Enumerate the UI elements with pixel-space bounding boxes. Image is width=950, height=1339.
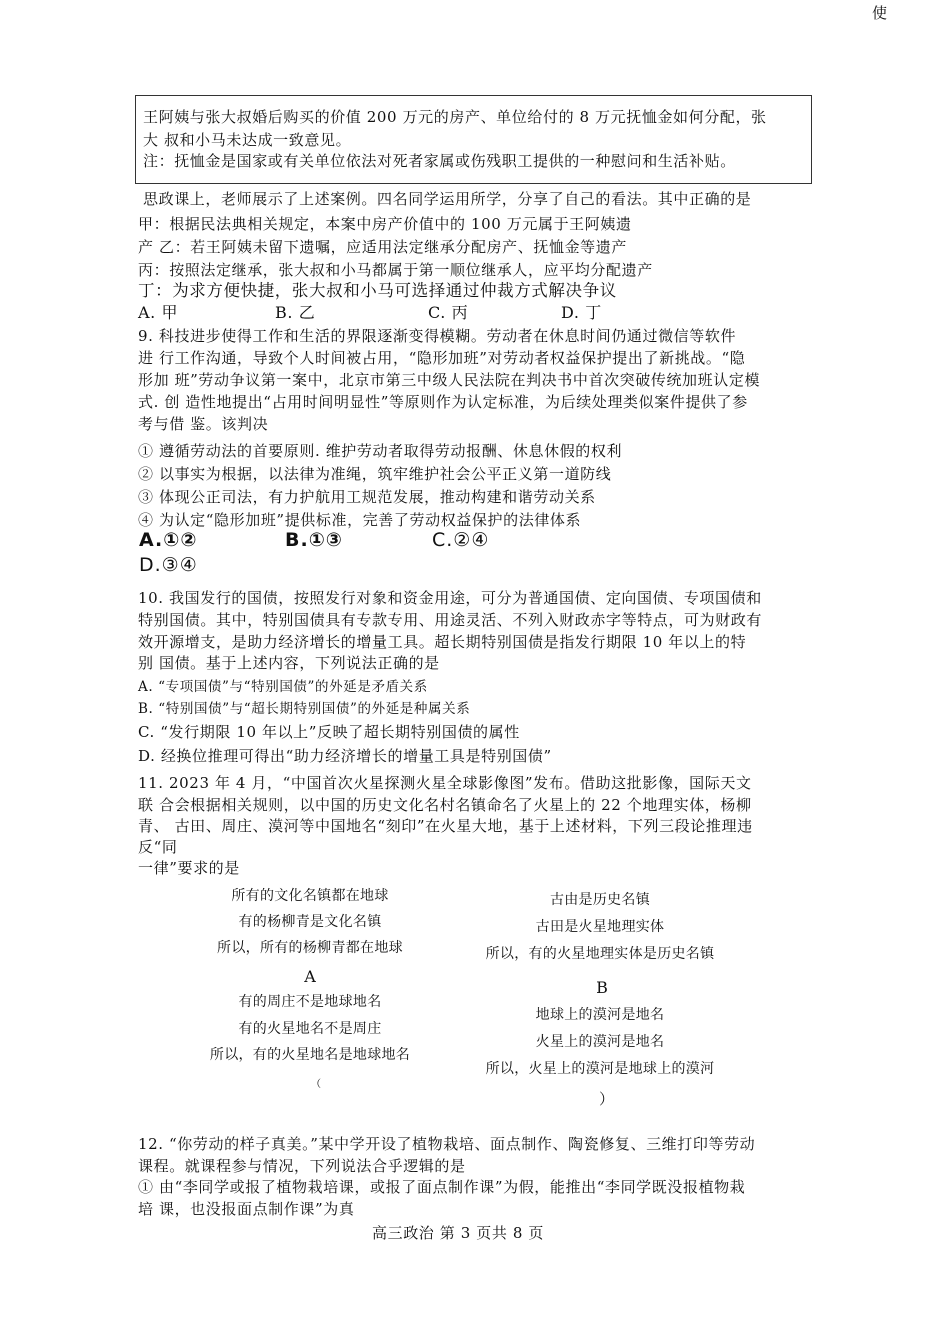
q9-option-d: D.③④ [139,554,198,576]
syllogism-a-label: A [304,967,316,986]
q8-option-d: D. 丁 [561,303,602,322]
case-line-2: 大 叔和小马未达成一致意见。 [143,131,352,149]
q9-statement-4: ④ 为认定“隐形加班”提供标准，完善了劳动权益保护的法律体系 [138,511,582,529]
q8-option-a: A. 甲 [138,303,179,322]
case-line-1: 王阿姨与张大叔婚后购买的价值 200 万元的房产、单位给付的 8 万元抚恤金如何分配，张 [143,108,767,126]
syllogism-a-premise-1: 所有的文化名镇都在地球 [231,888,389,904]
q12-line-2: 课程。就课程参与情况，下列说法合乎逻辑的是 [138,1157,466,1175]
syllogism-b-premise-2: 古田是火星地理实体 [535,919,665,935]
top-fragment-char: 使 [872,4,888,22]
q9-line-4: 式. 创 造性地提出“占用时间明显性”等原则作为认定标准，为后续处理类似案件提供了参 [138,393,748,411]
syllogism-d-premise-2: 火星上的漠河是地名 [535,1034,665,1050]
q11-line-2: 联 合会根据相关规则，以中国的历史文化名村名镇命名了火星上的 22 个地理实体，杨柳 [138,796,752,814]
q12-statement-1b: 培 课，也没报面点制作课”为真 [138,1200,355,1218]
syllogism-b-conclusion: 所以，有的火星地理实体是历史名镇 [485,946,715,962]
q10-line-2: 特别国债。其中，特别国债具有专款专用、用途灵活、不列入财政赤字等特点，可为财政有 [138,611,763,629]
q10-option-a: A. “专项国债”与“特别国债”的外延是矛盾关系 [138,679,428,695]
syllogism-d-premise-1: 地球上的漠河是地名 [535,1007,665,1023]
syllogism-b-premise-1: 古由是历史名镇 [549,892,651,908]
syllogism-c-premise-2: 有的火星地名不是周庄 [238,1021,382,1037]
q8-option-b: B. 乙 [275,303,316,322]
q9-line-1: 9. 科技进步使得工作和生活的界限逐渐变得模糊。劳动者在休息时间仍通过微信等软件 [138,327,737,345]
q8-stem: 思政课上，老师展示了上述案例。四名同学运用所学，分享了自己的看法。其中正确的是 [143,190,752,208]
syllogism-d-label: ） [599,1090,615,1108]
q12-statement-1a: ① 由“李同学或报了植物栽培课，或报了面点制作课”为假，能推出“李同学既没报植物栽 [138,1178,746,1196]
case-note: 注：抚恤金是国家或有关单位依法对死者家属或伤残职工提供的一种慰问和生活补贴。 [143,152,736,170]
q10-option-c: C. “发行期限 10 年以上”反映了超长期特别国债的属性 [138,723,520,741]
q10-option-d: D. 经换位推理可得出“助力经济增长的增量工具是特别国债” [138,747,552,765]
q9-line-5: 考与借 鉴。该判决 [138,415,269,433]
q11-line-1: 11. 2023 年 4 月，“中国首次火星探测火星全球影像图”发布。借助这批影像，国际天文 [138,774,752,792]
q9-statement-2: ② 以事实为根据，以法律为准绳，筑牢维护社会公平正义第一道防线 [138,465,612,483]
q12-line-1: 12. “你劳动的样子真美。”某中学开设了植物栽培、面点制作、陶瓷修复、三维打印等劳动 [138,1135,756,1153]
q10-option-b: B. “特别国债”与“超长期特别国债”的外延是种属关系 [138,701,471,717]
q8-statement-yi: 产 乙：若王阿姨未留下遗嘱，应适用法定继承分配房产、抚恤金等遗产 [138,238,627,256]
syllogism-d-conclusion: 所以，火星上的漠河是地球上的漠河 [485,1061,715,1077]
q11-line-5: 一律”要求的是 [138,859,240,877]
q8-option-c: C. 丙 [428,303,469,322]
q8-statement-bing: 丙：按照法定继承，张大叔和小马都属于第一顺位继承人，应平均分配遗产 [138,261,653,279]
q11-line-3: 青、 古田、周庄、漠河等中国地名“刻印”在火星大地，基于上述材料，下列三段论推理违 [138,817,753,835]
page-footer: 高三政治 第 3 页共 8 页 [372,1224,544,1242]
q10-line-3: 效开源增支，是助力经济增长的增量工具。超长期特别国债是指发行期限 10 年以上的特 [138,633,747,651]
syllogism-c-conclusion: 所以，有的火星地名是地球地名 [209,1047,411,1063]
syllogism-b-label: B [596,978,608,997]
q9-statement-3: ③ 体现公正司法，有力护航用工规范发展，推动构建和谐劳动关系 [138,488,596,506]
q8-statement-jia: 甲：根据民法典相关规定，本案中房产价值中的 100 万元属于王阿姨遗 [138,215,632,233]
q9-line-3: 形加 班”劳动争议第一案中，北京市第三中级人民法院在判决书中首次突破传统加班认定模 [138,371,761,389]
q9-statement-1: ① 遵循劳动法的首要原则. 维护劳动者取得劳动报酬、休息休假的权利 [138,442,623,460]
q10-line-1: 10. 我国发行的国债，按照发行对象和资金用途，可分为普通国债、定向国债、专项国债和 [138,589,762,607]
q8-statement-ding: 丁：为求方便快捷，张大叔和小马可选择通过仲裁方式解决争议 [138,281,617,300]
syllogism-a-premise-2: 有的杨柳青是文化名镇 [238,914,382,930]
q10-line-4: 别 国债。基于上述内容，下列说法正确的是 [138,654,440,672]
q9-line-2: 进 行工作沟通，导致个人时间被占用，“隐形加班”对劳动者权益保护提出了新挑战。“隐 [138,349,746,367]
q9-option-b: B.①③ [285,529,343,551]
q9-option-a: A.①② [139,529,198,551]
q9-option-c: C.②④ [432,529,490,551]
q11-line-4: 反“同 [138,838,178,856]
syllogism-a-conclusion: 所以，所有的杨柳青都在地球 [217,940,403,956]
syllogism-c-premise-1: 有的周庄不是地球地名 [238,994,382,1010]
syllogism-c-label: （ [311,1079,321,1090]
